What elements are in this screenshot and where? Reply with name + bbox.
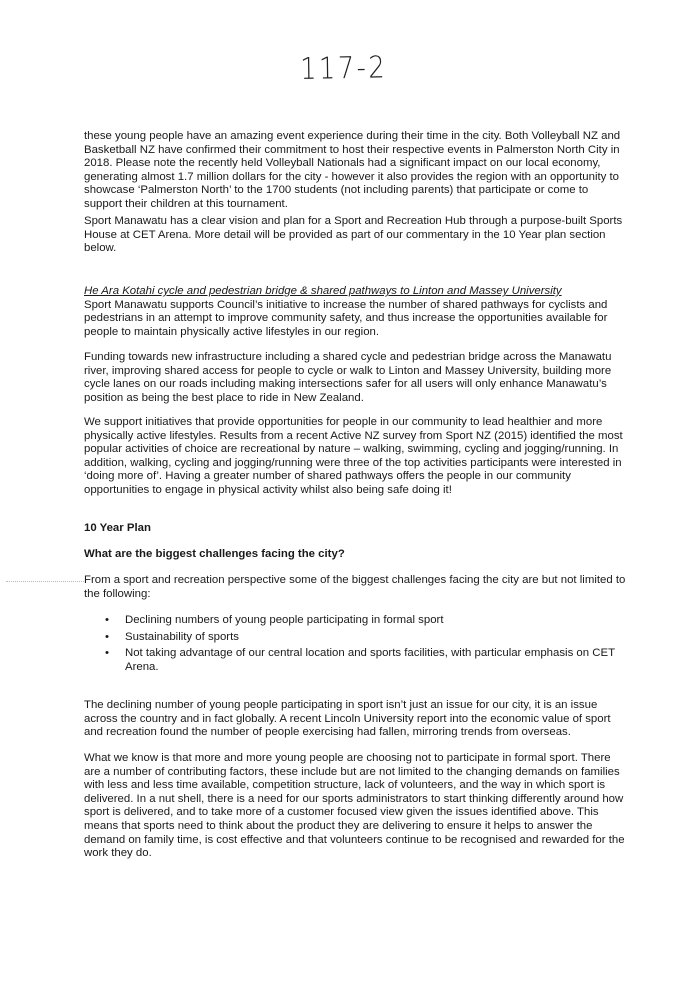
paragraph-event-experience [84, 130, 626, 212]
challenges-bullet-list [100, 614, 620, 677]
paragraph-declining-participation [84, 699, 626, 740]
paragraph-text: these young people have an amazing event experience during their time in the city. Both Volleyball NZ and Basketball NZ have confirmed their commitment to host their respective events in Palmerston North City in 2018. Please note the recently held Volleyball Nationals had a significant impact on our local economy, generating almost 1.7 million dollars for the city - however it also provides the region with an opportunity to showcase ‘Palmerston North’ to the 1700 students (not including parents) that participate or come to support their children at this tournament. [84, 130, 621, 210]
bullet-item [100, 614, 620, 628]
bullet-icon: • [105, 630, 109, 643]
bullet-item [100, 647, 620, 674]
paragraph-sports-house [84, 215, 626, 256]
cycle-bridge-heading: He Ara Kotahi cycle and pedestrian bridge & shared pathways to Linton and Massey University [84, 285, 562, 297]
cycle-section [84, 285, 626, 339]
bullet-icon: • [105, 647, 109, 660]
handwritten-reference-number: 117-2 [300, 50, 388, 87]
bullet-text: Sustainability of sports [125, 630, 239, 643]
paragraph-contributing-factors [84, 752, 626, 861]
heading-biggest-challenges: What are the biggest challenges facing the city? [84, 548, 345, 560]
paragraph-text: We support initiatives that provide opportunities for people in our community to lead healthier and more physically active lifestyles. Results from a recent Active NZ survey from Sport NZ (2015) identified the most popular activities of choice are recreational by nature – walking, swimming, cycling and jogging/running. In addition, walking, cycling and jogging/running were three of the top activities participants were interested in ‘doing more of’. Having a greater number of shared pathways offers the people in our community opportunities to engage in physical activity whilst also being safe doing it! [84, 416, 623, 496]
paragraph-infrastructure-funding [84, 351, 626, 405]
margin-dotted-mark [6, 581, 86, 582]
paragraph-text: From a sport and recreation perspective some of the biggest challenges facing the city are but not limited to the following: [84, 574, 626, 600]
paragraph-text: What we know is that more and more young people are choosing not to participate in formal sport. There are a number of contributing factors, these include but are not limited to the changing demands on families with less and less time available, competition structure, lack of volunteers, and the way in which sport is delivered. In a nut shell, there is a need for our sports administrators to start thinking differently around how sport is delivered, and to take more of a customer focused view given the issues identified above. This means that sports need to think about the product they are delivering to ensure it helps to answer the demand on family time, is cost effective and that volunteers continue to be recognised and rewarded for the work they do. [84, 752, 625, 860]
paragraph-text: Sport Manawatu has a clear vision and plan for a Sport and Recreation Hub through a purpose-built Sports House at CET Arena. More detail will be provided as part of our commentary in the 10 Year plan section below. [84, 215, 623, 255]
bullet-text: Not taking advantage of our central location and sports facilities, with particular emphasis on CET Arena. [125, 647, 615, 673]
bullet-text: Declining numbers of young people participating in formal sport [125, 614, 444, 626]
bullet-item [100, 631, 620, 645]
paragraph-text: The declining number of young people participating in sport isn’t just an issue for our city, it is an issue across the country and in fact globally. A recent Lincoln University report into the economic value of sport and recreation found the number of people exercising had fallen, mirroring trends from overseas. [84, 699, 611, 739]
paragraph-active-lifestyles [84, 416, 626, 498]
heading-10-year-plan: 10 Year Plan [84, 522, 151, 534]
paragraph-challenges-intro [84, 574, 626, 601]
paragraph-text: Sport Manawatu supports Council’s initiative to increase the number of shared pathways for cyclists and pedestrians in an attempt to improve community safety, and thus increase the opportunities available for people to maintain physically active lifestyles in our region. [84, 298, 608, 338]
bullet-icon: • [105, 614, 109, 626]
paragraph-text: Funding towards new infrastructure including a shared cycle and pedestrian bridge across the Manawatu river, improving shared access for people to cycle or walk to Linton and Massey University, building more cycle lanes on our roads including making intersections safer for all users will only enhance Manawatu’s position as being the best place to ride in New Zealand. [84, 351, 612, 404]
